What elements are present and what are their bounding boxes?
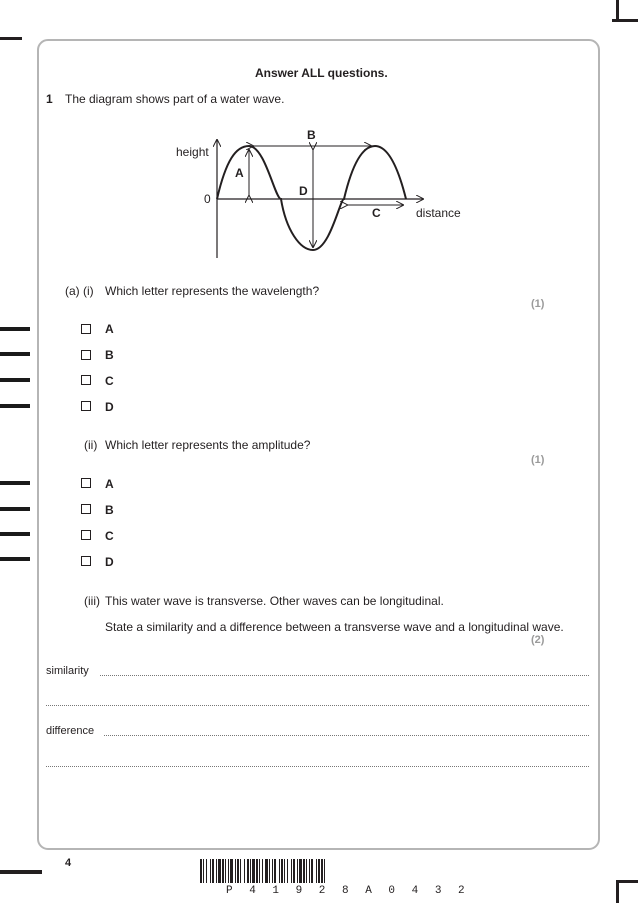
barcode-bar (287, 859, 288, 883)
barcode-bar (262, 859, 263, 883)
checkbox[interactable] (81, 401, 91, 411)
barcode-bar (297, 859, 298, 883)
barcode-bar (225, 859, 226, 883)
part-a-i-marks: (1) (531, 298, 545, 310)
wave-curve (217, 146, 406, 250)
checkbox[interactable] (81, 375, 91, 385)
barcode-bar (272, 859, 273, 883)
part-a-i-question: Which letter represents the wavelength? (105, 284, 320, 298)
barcode-bar (324, 859, 325, 883)
part-a-ii-question: Which letter represents the amplitude? (105, 438, 311, 452)
barcode-bar (306, 859, 307, 883)
barcode-bar (316, 859, 317, 883)
similarity-label: similarity (46, 665, 89, 677)
option-letter: A (105, 322, 114, 336)
barcode-bar (235, 859, 236, 883)
barcode-bar (274, 859, 276, 883)
barcode-bar (281, 859, 283, 883)
label-b: B (307, 128, 316, 142)
barcode-bar (210, 859, 211, 883)
option-letter: A (105, 477, 114, 491)
y-axis-label: height (176, 145, 209, 159)
barcode-bar (237, 859, 239, 883)
checkbox[interactable] (81, 530, 91, 540)
barcode-bar (206, 859, 207, 883)
barcode-bar (299, 859, 302, 883)
option-letter: B (105, 348, 114, 362)
checkbox[interactable] (81, 478, 91, 488)
difference-label: difference (46, 725, 95, 737)
barcode-bar (259, 859, 260, 883)
part-a-iii-prompt: State a similarity and a difference between a transverse wave and a longitudinal wave. (105, 620, 564, 634)
barcode-bar (218, 859, 221, 883)
question-stem: The diagram shows part of a water wave. (65, 92, 285, 106)
barcode-bar (240, 859, 241, 883)
barcode-bar (265, 859, 268, 883)
question-number: 1 (46, 92, 53, 106)
barcode-bar (228, 859, 229, 883)
barcode-bar (311, 859, 313, 883)
part-a-i-label: (a) (i) (65, 284, 94, 298)
barcode-bar (244, 859, 245, 883)
barcode-bar (222, 859, 224, 883)
similarity-answer-line[interactable] (100, 675, 589, 676)
label-a: A (235, 166, 244, 180)
part-a-ii-label: (ii) (84, 438, 98, 452)
barcode-bar (203, 859, 204, 883)
part-a-ii-marks: (1) (531, 454, 545, 466)
barcode-bar (250, 859, 251, 883)
difference-answer-line-2[interactable] (46, 766, 589, 767)
barcode-bar (293, 859, 295, 883)
option-letter: C (105, 374, 114, 388)
origin-label: 0 (204, 192, 211, 206)
part-a-iii-marks: (2) (531, 634, 545, 646)
page-number: 4 (65, 857, 72, 869)
barcode-bar (256, 859, 258, 883)
barcode-bar (252, 859, 255, 883)
barcode (200, 859, 440, 885)
barcode-bar (291, 859, 292, 883)
checkbox[interactable] (81, 350, 91, 360)
barcode-bar (216, 859, 217, 883)
barcode-text: P 4 1 9 2 8 A 0 4 3 2 (226, 885, 470, 897)
barcode-bar (200, 859, 202, 883)
barcode-bar (230, 859, 233, 883)
barcode-bar (247, 859, 249, 883)
barcode-bar (212, 859, 214, 883)
part-a-iii-statement: This water wave is transverse. Other waves can be longitudinal. (105, 594, 444, 608)
option-letter: B (105, 503, 114, 517)
part-a-iii-label: (iii) (84, 594, 100, 608)
x-axis-label: distance (416, 206, 461, 220)
barcode-bar (303, 859, 305, 883)
barcode-bar (284, 859, 285, 883)
similarity-answer-line-2[interactable] (46, 705, 589, 706)
checkbox[interactable] (81, 324, 91, 334)
checkbox[interactable] (81, 504, 91, 514)
barcode-bar (279, 859, 280, 883)
option-letter: C (105, 529, 114, 543)
label-d: D (299, 184, 308, 198)
barcode-bar (269, 859, 270, 883)
barcode-bar (318, 859, 320, 883)
checkbox[interactable] (81, 556, 91, 566)
label-c: C (372, 206, 381, 220)
option-letter: D (105, 555, 114, 569)
difference-answer-line[interactable] (104, 735, 589, 736)
barcode-bar (321, 859, 323, 883)
instruction-heading: Answer ALL questions. (255, 66, 388, 80)
option-letter: D (105, 400, 114, 414)
barcode-bar (309, 859, 310, 883)
